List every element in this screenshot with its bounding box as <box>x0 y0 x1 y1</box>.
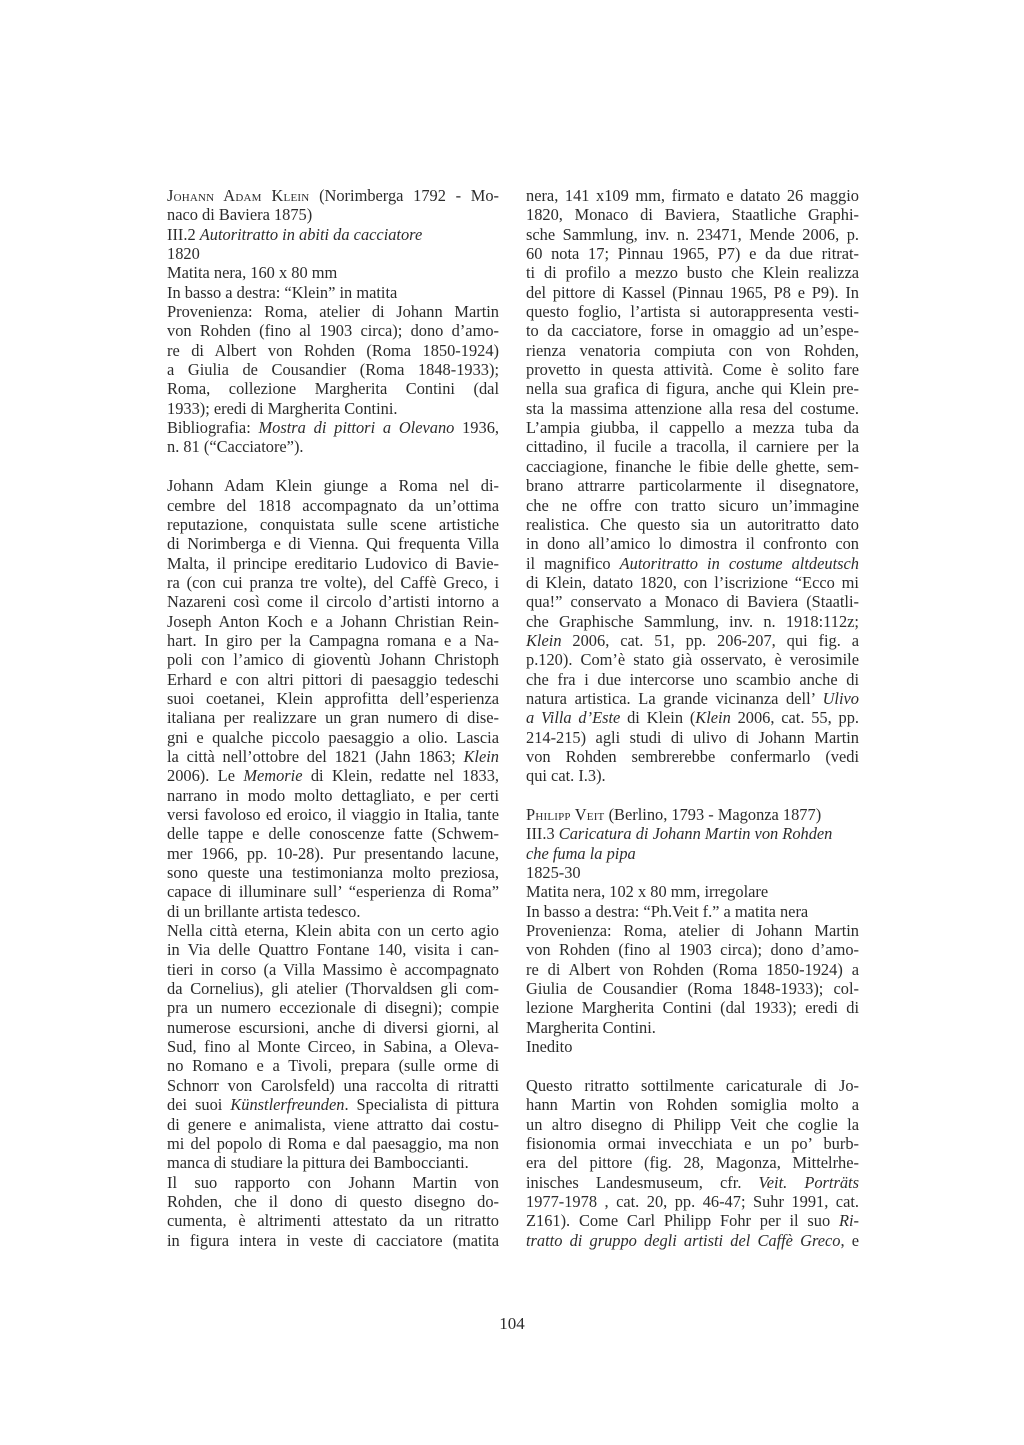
text-line <box>526 747 859 766</box>
text-segment: von Rohden sembrerebbe confermarlo (vedi <box>526 746 859 766</box>
text-line <box>526 1134 859 1153</box>
text-line <box>167 902 499 921</box>
text-line <box>526 631 859 650</box>
text-segment: Nazareni così come il circolo d’artisti intorno a <box>167 592 499 612</box>
text-line <box>526 534 859 553</box>
text-line <box>167 612 499 631</box>
text-line <box>167 341 499 360</box>
text-segment: Johann Adam Klein giunge a Roma nel di- <box>167 476 499 496</box>
text-segment: Schnorr von Carolsfeld) una raccolta di ritratti <box>167 1075 499 1095</box>
text-segment: 60 nota 17; Pinnau 1965, P7) e da due ritrat- <box>526 244 859 264</box>
text-line <box>526 824 859 843</box>
text-segment: (Berlino, 1793 - Magonza 1877) <box>604 805 822 824</box>
text-line <box>167 1076 499 1095</box>
text-segment: Provenienza: Roma, atelier di Johann Martin <box>167 302 499 322</box>
text-line <box>167 940 499 959</box>
text-segment: numerose escursioni, anche di diversi giorni, al <box>167 1017 499 1037</box>
text-line <box>526 244 859 263</box>
text-line <box>526 476 859 495</box>
text-segment: 1933); eredi di Margherita Contini. <box>167 398 398 418</box>
italic-text: a Villa d’Este <box>526 708 621 728</box>
text-segment: del pittore di Kassel (Pinnau 1965, P8 e P9). In <box>526 282 859 302</box>
text-line <box>526 302 859 321</box>
text-segment: 2006). Le <box>167 766 244 786</box>
text-segment: dei suoi <box>167 1095 231 1115</box>
text-line <box>526 670 859 689</box>
text-line <box>167 805 499 824</box>
text-line <box>526 979 859 998</box>
text-segment: sono queste una testimonianza molto preziosa, <box>167 863 499 883</box>
text-segment: 1977-1978 , cat. 20, pp. 46-47; Suhr 1991, cat. <box>526 1191 859 1211</box>
italic-text: Künstlerfreunden <box>230 1095 345 1115</box>
text-segment: capace di illuminare sull’ “esperienza di Roma” <box>167 882 499 902</box>
text-line <box>167 1115 499 1134</box>
blank-line <box>526 786 859 805</box>
text-segment: ti di profilo a mezzo busto che Klein realizza <box>526 263 859 283</box>
text-line <box>526 921 859 940</box>
text-segment: di un brillante artista tedesco. <box>167 901 361 921</box>
text-segment: cumenta, è altrimenti attestato da un ritratto <box>167 1211 499 1231</box>
text-segment: 2006, cat. 51, pp. 206-207, qui fig. a <box>561 630 859 650</box>
italic-text: Ulivo <box>822 688 859 708</box>
text-segment: Sud, fino al Monte Circeo, in Sabina, a Oleva- <box>167 1037 499 1057</box>
text-line <box>167 670 499 689</box>
text-line <box>167 225 499 244</box>
italic-text: Mostra di pittori a Olevano <box>258 418 455 438</box>
text-segment: il magnifico <box>526 553 620 573</box>
text-line <box>526 379 859 398</box>
text-segment: lezione Margherita Contini (dal 1933); eredi di <box>526 998 859 1018</box>
text-line <box>167 1173 499 1192</box>
text-line <box>167 1211 499 1230</box>
text-line <box>526 650 859 669</box>
text-line <box>526 205 859 224</box>
text-segment: Nella città eterna, Klein abita con un certo agio <box>167 921 499 941</box>
text-segment: qua!” conservato a Monaco di Baviera (Staatli- <box>526 592 859 612</box>
blank-line <box>526 1056 859 1075</box>
text-line <box>526 437 859 456</box>
text-line <box>167 631 499 650</box>
text-segment: L’ampia giubba, il cappello a mezza tuba da <box>526 418 859 438</box>
text-segment: Z161). Come Carl Philipp Fohr per il suo <box>526 1211 839 1231</box>
text-line <box>167 747 499 766</box>
text-segment: n. 81 (“Cacciatore”). <box>167 437 304 457</box>
text-line <box>167 418 499 437</box>
text-segment: da Cornelius), gli atelier (Thorvaldsen gli com- <box>167 979 499 999</box>
text-line <box>167 554 499 573</box>
text-line <box>167 515 499 534</box>
text-line <box>167 1192 499 1211</box>
text-segment: questo foglio, l’artista si autorappresenta vesti- <box>526 302 859 322</box>
text-line <box>526 1095 859 1114</box>
text-segment: nera, 141 x109 mm, firmato e datato 26 maggio <box>526 186 859 205</box>
text-line <box>526 360 859 379</box>
text-segment: 1936, <box>454 418 499 438</box>
text-segment: in Via delle Quattro Fontane 140, visita i can- <box>167 940 499 960</box>
text-line <box>526 998 859 1017</box>
text-line <box>167 1153 499 1172</box>
text-segment: cembre del 1818 accompagnato da un’ottima <box>167 495 499 515</box>
text-segment: di genere e animalista, viene attratto dai costu- <box>167 1114 499 1134</box>
text-line <box>526 515 859 534</box>
text-segment: hann Martin von Rohden somiglia molto a <box>526 1095 859 1115</box>
text-line <box>526 689 859 708</box>
text-segment: In basso a destra: “Ph.Veit f.” a matita nera <box>526 901 809 921</box>
text-segment: 1825-30 <box>526 863 581 883</box>
text-segment: Giulia de Cousandier (Roma 1848-1933); col- <box>526 979 859 999</box>
text-line <box>526 457 859 476</box>
text-segment: la città nell’ottobre del 1821 (Jahn 1863; <box>167 746 464 766</box>
text-segment: to da cacciatore, forse in omaggio ad un’espe- <box>526 321 859 341</box>
text-segment: a Giulia de Cousandier (Roma 1848-1933); <box>167 360 499 380</box>
text-segment: Margherita Contini. <box>526 1017 656 1037</box>
text-segment: Matita nera, 102 x 80 mm, irregolare <box>526 882 769 902</box>
author-name: Johann Adam Klein <box>167 186 310 205</box>
text-segment: inisches Landesmuseum, cfr. <box>526 1172 759 1192</box>
text-segment: III.3 <box>526 824 559 844</box>
text-line <box>167 728 499 747</box>
text-segment: di Norimberga e di Vienna. Qui frequenta Villa <box>167 534 499 554</box>
text-line <box>167 1018 499 1037</box>
text-line <box>167 283 499 302</box>
text-segment: 1820 <box>167 244 200 264</box>
text-line <box>167 863 499 882</box>
text-line <box>167 321 499 340</box>
text-line <box>167 263 499 282</box>
text-line <box>167 244 499 263</box>
text-line <box>167 476 499 495</box>
text-segment: von Rohden (fino al 1903 circa); dono d’amo- <box>526 940 859 960</box>
text-segment: von Rohden (fino al 1903 circa); dono d’amo- <box>167 321 499 341</box>
text-line <box>526 940 859 959</box>
text-segment: Rohden, che il dono di questo disegno do- <box>167 1191 499 1211</box>
text-segment: Matita nera, 160 x 80 mm <box>167 263 338 283</box>
text-segment: 2006, cat. 55, pp. <box>730 708 859 728</box>
italic-text: tratto di gruppo degli artisti del Caffè Greco <box>526 1230 841 1250</box>
text-segment: Questo ritratto sottilmente caricaturale di Jo- <box>526 1075 859 1095</box>
text-line <box>526 1153 859 1172</box>
text-segment: Joseph Anton Koch e a Johann Christian Rein- <box>167 611 499 631</box>
text-segment: Malta, il principe ereditario Ludovico di Bavie- <box>167 553 499 573</box>
text-line <box>167 766 499 785</box>
text-segment: re di Albert von Rohden (Roma 1850-1924) <box>167 340 499 360</box>
text-line <box>526 263 859 282</box>
page-number: 104 <box>499 1314 525 1333</box>
text-segment: brano attrarre particolarmente il disegnatore, <box>526 476 859 496</box>
text-line <box>167 998 499 1017</box>
text-line <box>167 979 499 998</box>
text-line <box>526 186 859 205</box>
text-line <box>167 1134 499 1153</box>
text-line <box>167 708 499 727</box>
text-segment: provetto in questa attività. Come è solito fare <box>526 360 859 380</box>
text-segment: narrano in modo molto dettagliato, e per certi <box>167 785 499 805</box>
text-segment: in dono all’amico lo dimostra il confronto con <box>526 534 859 554</box>
text-line <box>526 1192 859 1211</box>
text-segment: rienza venatoria compiuta con von Rohden, <box>526 340 859 360</box>
text-line <box>167 824 499 843</box>
text-line <box>526 844 859 863</box>
text-line <box>167 960 499 979</box>
right-column <box>526 186 859 1250</box>
text-line <box>526 592 859 611</box>
text-line <box>526 708 859 727</box>
text-segment: pra un numero eccezionale di disegni); compie <box>167 998 499 1018</box>
text-line <box>167 882 499 901</box>
text-line <box>526 1211 859 1230</box>
text-line <box>167 1037 499 1056</box>
text-segment: che fra i due intercorse uno scambio anche di <box>526 669 859 689</box>
text-segment: sche Sammlung, inv. n. 23471, Mende 2006, p. <box>526 224 859 244</box>
text-line <box>167 302 499 321</box>
text-segment: che ne offre con tratto sicuro un’immagine <box>526 495 859 515</box>
italic-text: Klein <box>695 708 731 728</box>
text-line <box>167 360 499 379</box>
text-segment: . Specialista di pittura <box>344 1095 500 1115</box>
text-line <box>167 786 499 805</box>
text-segment: suoi coetanei, Klein approfitta dell’esperienza <box>167 688 499 708</box>
text-segment: reputazione, conquistata sulle scene artistiche <box>167 514 499 534</box>
text-segment: di Klein, datato 1820, con l’iscrizione “Ecco mi <box>526 572 859 592</box>
text-line <box>526 399 859 418</box>
text-line <box>167 496 499 515</box>
text-segment: sta la massima attenzione alla resa del costume. <box>526 398 859 418</box>
text-segment: un altro disegno di Philipp Veit che coglie la <box>526 1114 859 1134</box>
text-segment: re di Albert von Rohden (Roma 1850-1924) a <box>526 959 859 979</box>
text-line <box>167 379 499 398</box>
text-segment: natura artistica. La grande vicinanza dell’ <box>526 688 823 708</box>
text-segment: Roma, collezione Margherita Contini (dal <box>167 379 499 399</box>
text-segment: nella sua grafica di figura, anche qui Klein pre- <box>526 379 859 399</box>
text-segment: In basso a destra: “Klein” in matita <box>167 282 398 302</box>
text-line <box>167 186 499 205</box>
text-segment: fisionomia ormai invecchiata e un po’ burb- <box>526 1133 859 1153</box>
text-line <box>526 882 859 901</box>
text-line <box>167 573 499 592</box>
text-segment: Il suo rapporto con Johann Martin von <box>167 1172 499 1192</box>
text-segment: hart. In giro per la Campagna romana e a Na- <box>167 630 499 650</box>
text-line <box>167 1095 499 1114</box>
text-segment: Erhard e con altri pittori di paesaggio tedeschi <box>167 669 499 689</box>
left-column <box>167 186 499 1250</box>
text-line <box>526 1173 859 1192</box>
text-line <box>526 554 859 573</box>
italic-text: Autoritratto in abiti da cacciatore <box>199 224 423 244</box>
text-segment: III.2 <box>167 224 200 244</box>
text-segment: p.120). Com’è stato già osservato, è verosimile <box>526 650 859 670</box>
text-line <box>167 205 499 224</box>
text-segment: era del pittore (fig. 28, Magonza, Mittelrhe- <box>526 1153 859 1173</box>
text-segment: di Klein, redatte nel 1833, <box>302 766 499 786</box>
text-line <box>167 689 499 708</box>
italic-text: Autoritratto in costume altdeutsch <box>619 553 859 573</box>
text-segment: di Klein ( <box>620 708 696 728</box>
text-line <box>167 844 499 863</box>
text-line <box>167 650 499 669</box>
text-segment: in figura intera in veste di cacciatore (matita <box>167 1230 499 1250</box>
text-line <box>526 418 859 437</box>
text-segment: che Graphische Sammlung, inv. n. 1918:112z; <box>526 611 859 631</box>
text-line <box>526 321 859 340</box>
text-line <box>526 1115 859 1134</box>
italic-text: Ri- <box>838 1211 859 1231</box>
italic-text: Veit. Porträts <box>758 1172 859 1192</box>
text-line <box>526 1076 859 1095</box>
text-segment: Bibliografia: <box>167 418 259 438</box>
text-line <box>526 573 859 592</box>
text-segment: 214-215) agli studi di ulivo di Johann Martin <box>526 727 859 747</box>
text-line <box>526 1037 859 1056</box>
text-line <box>167 592 499 611</box>
text-line <box>526 1231 859 1250</box>
italic-text: che fuma la pipa <box>526 843 636 863</box>
text-segment: italiana per realizzare un gran numero di dise- <box>167 708 499 728</box>
text-segment: ra (con cui pranza tre volte), del Caffè Greco, i <box>167 572 499 592</box>
text-segment: cacciagione, finanche le fibie delle ghette, sem- <box>526 456 859 476</box>
italic-text: Klein <box>526 630 562 650</box>
text-line <box>167 1231 499 1250</box>
text-line <box>526 1018 859 1037</box>
text-line <box>167 437 499 456</box>
text-segment: tieri in corso (a Villa Massimo è accompagnato <box>167 959 499 979</box>
text-line <box>526 863 859 882</box>
italic-text: Caricatura di Johann Martin von Rohden <box>558 824 833 844</box>
blank-line <box>167 457 499 476</box>
text-line <box>526 341 859 360</box>
text-segment: cittadino, il fucile a tracolla, il carniere per la <box>526 437 859 457</box>
text-segment: 1820, Monaco di Baviera, Staatliche Graphi- <box>526 205 859 225</box>
text-segment: , e <box>840 1230 859 1250</box>
text-line <box>526 728 859 747</box>
text-segment: no Romano e a Tivoli, prepara (sulle orme di <box>167 1056 499 1076</box>
text-line <box>526 496 859 515</box>
text-segment: manca di studiare la pittura dei Bamboccianti. <box>167 1153 469 1173</box>
text-segment: poli con l’amico di gioventù Johann Christoph <box>167 650 499 670</box>
text-segment: Provenienza: Roma, atelier di Johann Martin <box>526 921 859 941</box>
italic-text: Klein <box>463 746 499 766</box>
text-segment: naco di Baviera 1875) <box>167 205 313 225</box>
text-segment: qui cat. I.3). <box>526 766 606 786</box>
text-line <box>526 225 859 244</box>
text-line <box>526 902 859 921</box>
author-name: Philipp Veit <box>526 805 605 824</box>
text-segment: Inedito <box>526 1037 573 1057</box>
text-segment: realistica. Che questo sia un autoritratto dato <box>526 514 859 534</box>
text-line <box>526 283 859 302</box>
text-line <box>526 805 859 824</box>
text-line <box>167 534 499 553</box>
text-line <box>167 399 499 418</box>
text-segment: mer 1966, pp. 10-28). Pur presentando lacune, <box>167 843 499 863</box>
italic-text: Memorie <box>243 766 303 786</box>
text-segment: versi favoloso ed eroico, il viaggio in Italia, tante <box>167 805 499 824</box>
text-segment: (Norimberga 1792 - Mo- <box>309 186 499 205</box>
text-line <box>526 960 859 979</box>
text-line <box>167 921 499 940</box>
text-segment: gni e qualche piccolo paesaggio a olio. Lascia <box>167 727 499 747</box>
text-line <box>167 1056 499 1075</box>
text-segment: mi del popolo di Roma e dal paesaggio, ma non <box>167 1133 499 1153</box>
text-line <box>526 766 859 785</box>
text-segment: delle tappe e delle conoscenze fatte (Schwem- <box>167 824 499 844</box>
text-line <box>526 612 859 631</box>
